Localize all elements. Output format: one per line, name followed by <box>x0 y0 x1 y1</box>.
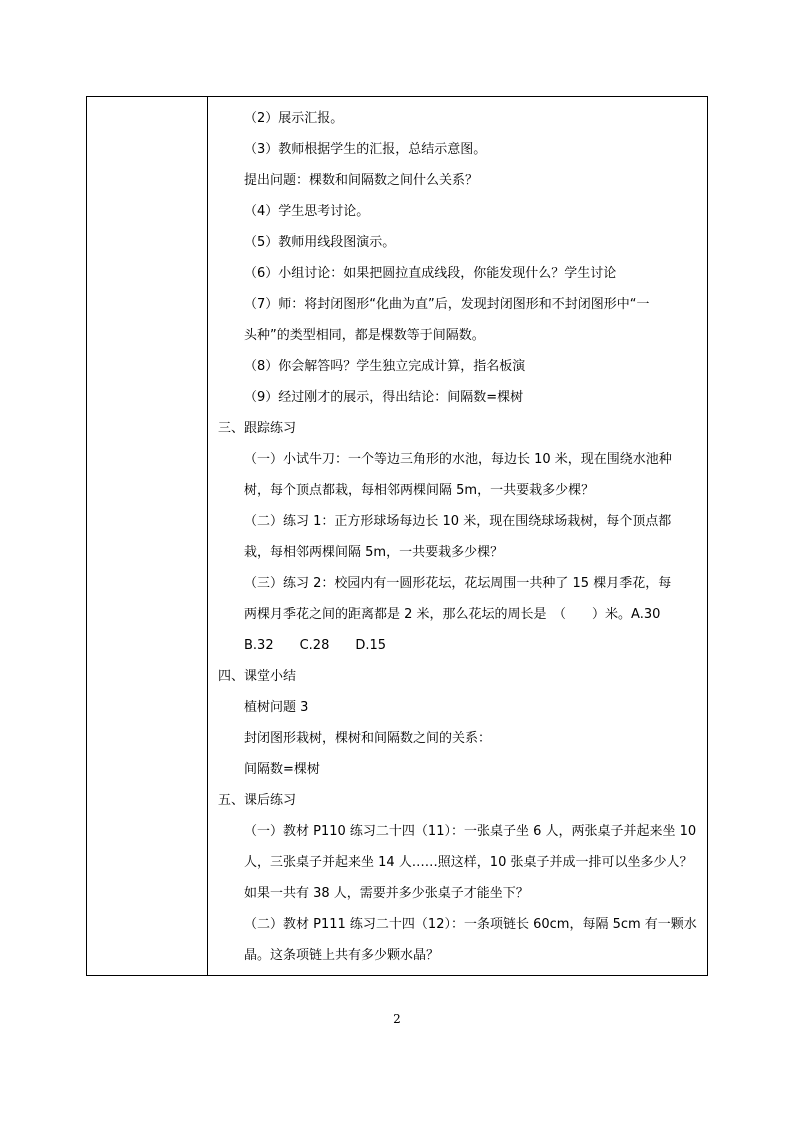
content-line: 栽，每相邻两棵间隔 5m，一共要栽多少棵？ <box>244 545 504 560</box>
content-line: 树，每个顶点都栽，每相邻两棵间隔 5m，一共要栽多少棵？ <box>244 483 595 498</box>
content-line: 间隔数=棵树 <box>244 762 320 777</box>
section-heading: 三、跟踪练习 <box>218 421 297 436</box>
content-line: （6）小组讨论：如果把圆拉直成线段，你能发现什么？学生讨论 <box>244 266 617 281</box>
content-line: （4）学生思考讨论。 <box>244 204 370 219</box>
content-line: （5）教师用线段图演示。 <box>244 235 396 250</box>
content-line: （3）教师根据学生的汇报，总结示意图。 <box>244 142 487 157</box>
content-line: （9）经过刚才的展示，得出结论：间隔数=棵树 <box>244 390 524 405</box>
content-line: （8）你会解答吗？学生独立完成计算，指名板演 <box>244 359 526 374</box>
content-line: 如果一共有 38 人，需要并多少张桌子才能坐下？ <box>244 886 529 901</box>
content-line: 晶。这条项链上共有多少颗水晶？ <box>244 948 440 963</box>
content-line: 人，三张桌子并起来坐 14 人……照这样，10 张桌子并成一排可以坐多少人？ <box>244 855 693 870</box>
content-line: 植树问题 3 <box>244 700 309 715</box>
table-content-cell <box>208 97 707 975</box>
section-heading: 五、课后练习 <box>218 793 297 808</box>
content-line: （二）教材 P111 练习二十四（12）：一条项链长 60cm，每隔 5cm 有一颗水 <box>244 917 697 932</box>
content-line: （2）展示汇报。 <box>244 111 344 126</box>
content-line: （二）练习 1：正方形球场每边长 10 米，现在围绕球场栽树，每个顶点都 <box>244 514 672 529</box>
content-line: B.32 C.28 D.15 <box>244 638 387 653</box>
content-line: 提出问题：棵数和间隔数之间什么关系？ <box>244 173 479 188</box>
lesson-table <box>86 96 708 976</box>
content-line: 头种”的类型相同，都是棵数等于间隔数。 <box>244 328 485 343</box>
content-line: （三）练习 2：校园内有一圆形花坛，花坛周围一共种了 15 棵月季花，每 <box>244 576 672 591</box>
table-left-cell <box>87 97 208 975</box>
content-line: 封闭图形栽树，棵树和间隔数之间的关系： <box>244 731 492 746</box>
section-heading: 四、课堂小结 <box>218 669 297 684</box>
content-line: 两棵月季花之间的距离都是 2 米，那么花坛的周长是 （ ）米。A.30 <box>244 607 661 622</box>
page-number: 2 <box>393 1012 401 1026</box>
content-line: （一）小试牛刀：一个等边三角形的水池，每边长 10 米，现在围绕水池种 <box>244 452 672 467</box>
content-line: （7）师：将封闭图形“化曲为直”后，发现封闭图形和不封闭图形中“一 <box>244 297 650 312</box>
content-line: （一）教材 P110 练习二十四（11）：一张桌子坐 6 人，两张桌子并起来坐 10 <box>244 824 697 839</box>
